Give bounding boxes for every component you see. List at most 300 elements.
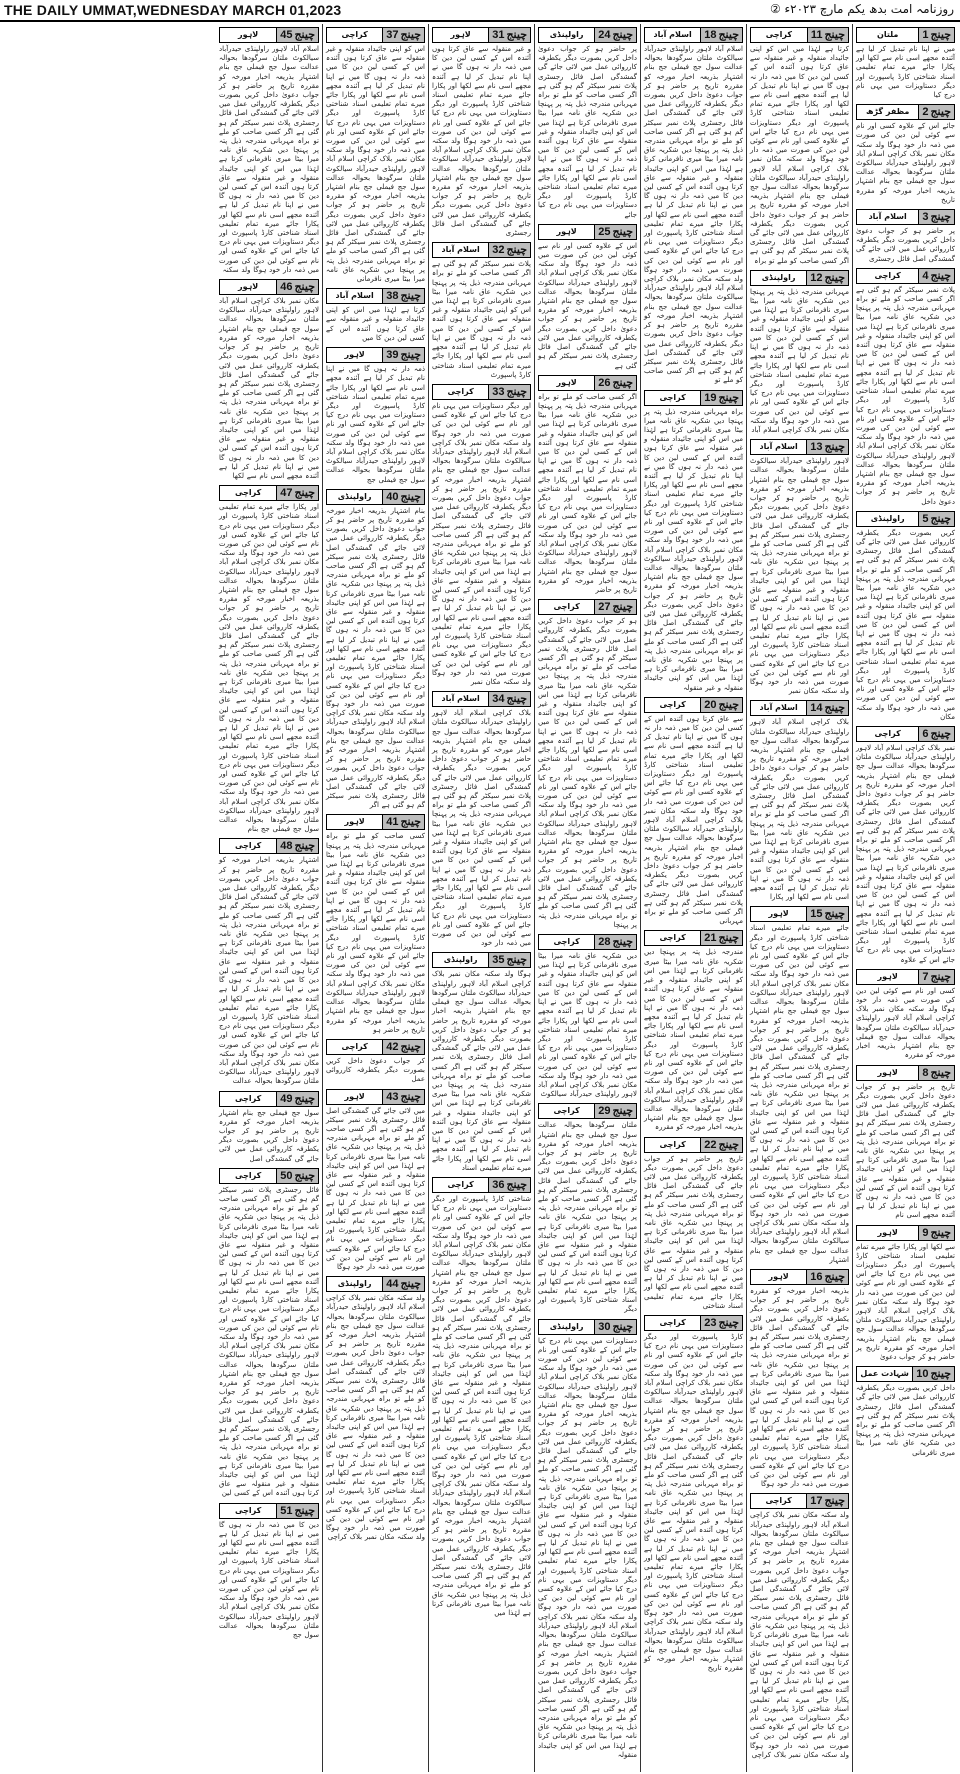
notice-header (644, 930, 743, 946)
notice-body: پر حاضر ہو کر جواب دعویٰ داخل کریں بصورت دیگر یکطرفہ کارروائی عمل میں لائی جائے گی گمشدگی اصل فائل رجسٹری پلاٹ نمبر سیکٹر گم ہو گئی ہے اگر کسی صاحب کو ملے تو براہ مہربانی مندرجہ ذیل پتہ پر پہنچا دیں شکریہ عاق نامہ میرا بیٹا میری نافرمانی کرتا ہے لہٰذا میں اس کو اپنی جائیداد منقولہ و غیر منقولہ سے عاق کرتا ہوں آئندہ اس کے کسی لین دین کا میں ذمہ دار نہ ہوں گا میں نے اپنا نام تبدیل کر لیا ہے آئندہ مجھے اسی نام سے لکھا اور پکارا جائے میرے تمام تعلیمی اسناد شناختی کارڈ پاسپورٹ اور دیگر دستاویزات میں یہی نام درج کیا جائے (538, 45, 637, 219)
notice-label: چینج (718, 29, 739, 41)
notice-number: 10 (916, 1368, 929, 1381)
notice-number: 11 (810, 29, 823, 41)
notice-place: راولپنڈی (870, 513, 905, 523)
notice-header (219, 279, 319, 295)
notice-item (644, 697, 743, 927)
notice-body: ہوگا ولد سکنہ مکان نمبر بلاک کراچی اسلام آباد لاہور راولپنڈی حیدرآباد سیالکوٹ ملتان سرگودھا بحوالہ عدالت سول جج فیملی جج بنام اشتہار بذریعہ اخبار مورخہ کو مقررہ تاریخ پر حاضر ہو کر جواب دعویٰ داخل کریں بصورت دیگر یکطرفہ کارروائی عمل میں لائی جائے گی گمشدگی اصل فائل رجسٹری پلاٹ نمبر سیکٹر گم ہو گئی ہے اگر کسی صاحب کو ملے تو براہ مہربانی مندرجہ ذیل پتہ پر پہنچا دیں شکریہ عاق نامہ میرا بیٹا میری نافرمانی کرتا ہے لہٰذا میں اس کو اپنی جائیداد منقولہ و غیر منقولہ سے عاق کرتا ہوں آئندہ اس کے کسی لین دین کا میں ذمہ دار نہ ہوں گا میں نے اپنا نام تبدیل کر لیا ہے آئندہ مجھے اسی نام سے لکھا اور پکارا جائے میرے تمام تعلیمی اسناد (432, 970, 531, 1172)
notice-body: سے عاق کرتا ہوں آئندہ اس کے کسی لین دین کا میں ذمہ دار نہ ہوں گا میں نے اپنا نام تبدیل کر لیا ہے آئندہ مجھے اسی نام سے لکھا اور پکارا جائے میرے تمام تعلیمی اسناد شناختی کارڈ پاسپورٹ اور دیگر دستاویزات میں یہی نام درج کیا جائے اس کے علاوہ کسی اور نام سے کوئی لین دین کی صورت میں ذمہ دار خود ہوگا ولد سکنہ مکان نمبر بلاک کراچی اسلام آباد لاہور راولپنڈی حیدرآباد سیالکوٹ ملتان سرگودھا بحوالہ عدالت سول جج فیملی جج بنام اشتہار بذریعہ اخبار مورخہ کو مقررہ تاریخ پر حاضر ہو کر جواب دعویٰ داخل کریں بصورت دیگر یکطرفہ کارروائی عمل میں لائی جائے گی گمشدگی اصل فائل رجسٹری پلاٹ نمبر سیکٹر گم ہو گئی ہے اگر کسی صاحب کو ملے تو براہ مہربانی (644, 714, 743, 926)
notice-header (750, 439, 849, 455)
notice-number: 6 (922, 728, 929, 740)
notice-number: 20 (704, 698, 717, 711)
notice-number-tag (918, 210, 954, 224)
notice-place: کراچی (234, 1505, 262, 1515)
notice-body: کارڈ پاسپورٹ اور دیگر دستاویزات میں یہی نام درج کیا جائے اس کے علاوہ کسی اور نام سے کوئی لین دین کی صورت میں ذمہ دار خود ہوگا ولد سکنہ مکان نمبر بلاک کراچی اسلام آباد لاہور راولپنڈی حیدرآباد سیالکوٹ ملتان سرگودھا بحوالہ عدالت سول جج فیملی جج بنام اشتہار بذریعہ اخبار مورخہ کو مقررہ تاریخ پر حاضر ہو کر جواب دعویٰ داخل کریں بصورت دیگر یکطرفہ کارروائی عمل میں لائی جائے گی گمشدگی اصل فائل رجسٹری پلاٹ نمبر سیکٹر گم ہو گئی ہے اگر کسی صاحب کو ملے تو براہ مہربانی مندرجہ ذیل پتہ پر پہنچا دیں شکریہ عاق نامہ میرا بیٹا میری نافرمانی کرتا ہے لہٰذا میں اس کو اپنی جائیداد منقولہ و غیر منقولہ سے عاق کرتا ہوں آئندہ اس کے کسی لین دین کا میں ذمہ دار نہ ہوں گا میں نے اپنا نام تبدیل کر لیا ہے آئندہ مجھے اسی نام سے لکھا اور پکارا جائے میرے تمام تعلیمی اسناد شناختی کارڈ پاسپورٹ اور دیگر دستاویزات میں یہی نام درج کیا جائے اس کے علاوہ کسی اور نام سے کوئی لین دین کی صورت میں ذمہ دار خود ہوگا ولد سکنہ مکان نمبر بلاک کراچی اسلام آباد لاہور راولپنڈی حیدرآباد سیالکوٹ ملتان سرگودھا بحوالہ عدالت سول جج فیملی جج بنام اشتہار بذریعہ اخبار مورخہ کو مقررہ تاریخ (644, 1333, 743, 1673)
notice-place: لاہور (237, 282, 259, 292)
notice-number-tag (276, 280, 318, 294)
notice-place: راولپنڈی (443, 955, 478, 965)
notice-number: 40 (386, 490, 399, 503)
notice-place: لاہور (877, 971, 898, 981)
notice-number-tag (488, 692, 530, 706)
notice-body: ولد سکنہ مکان نمبر بلاک کراچی اسلام آباد لاہور راولپنڈی حیدرآباد سیالکوٹ ملتان سرگودھا بحوالہ عدالت سول جج فیملی جج بنام اشتہار بذریعہ اخبار مورخہ کو مقررہ تاریخ پر حاضر ہو کر جواب دعویٰ داخل کریں بصورت دیگر یکطرفہ کارروائی عمل میں لائی جائے گی گمشدگی اصل فائل رجسٹری پلاٹ نمبر سیکٹر گم ہو گئی ہے اگر کسی صاحب کو ملے تو براہ مہربانی مندرجہ ذیل پتہ پر پہنچا دیں شکریہ عاق نامہ میرا بیٹا میری نافرمانی کرتا ہے لہٰذا میں اس کو اپنی جائیداد منقولہ و غیر منقولہ سے عاق کرتا ہوں آئندہ اس کے کسی لین دین کا میں ذمہ دار نہ ہوں گا میں نے اپنا نام تبدیل کر لیا ہے آئندہ مجھے اسی نام سے لکھا اور پکارا جائے میرے تمام تعلیمی اسناد شناختی کارڈ پاسپورٹ اور دیگر دستاویزات میں یہی نام درج کیا جائے اس کے علاوہ کسی اور نام سے کوئی لین دین کی صورت میں ذمہ دار خود ہوگا ولد سکنہ مکان نمبر بلاک کراچی (326, 1294, 425, 1542)
notice-number-tag (700, 698, 742, 712)
notice-number: 1 (922, 29, 929, 41)
notice-label: چینج (294, 840, 315, 853)
notice-label: چینج (612, 936, 633, 949)
notice-number: 31 (492, 29, 505, 41)
notice-header (219, 838, 319, 854)
notice-number-tag (594, 1320, 636, 1334)
notice-label: چینج (824, 271, 845, 284)
notice-label: چینج (294, 1504, 315, 1517)
notice-number: 22 (704, 1138, 717, 1151)
notice-place: راولپنڈی (761, 272, 796, 282)
notice-label: چینج (824, 29, 845, 41)
notice-header (644, 1315, 743, 1331)
notice-header (432, 27, 531, 43)
notice-body: اس کے علاوہ کسی اور نام سے کوئی لین دین کی صورت میں ذمہ دار خود ہوگا ولد سکنہ مکان نمبر بلاک کراچی اسلام آباد لاہور راولپنڈی حیدرآباد سیالکوٹ ملتان سرگودھا بحوالہ عدالت سول جج فیملی جج بنام اشتہار بذریعہ اخبار مورخہ کو مقررہ تاریخ پر حاضر ہو کر جواب دعویٰ داخل کریں بصورت دیگر یکطرفہ کارروائی عمل میں لائی جائے گی گمشدگی اصل فائل رجسٹری پلاٹ نمبر سیکٹر گم ہو گئی ہے (538, 241, 637, 370)
notice-number: 36 (492, 1178, 505, 1191)
notice-body: دین کا میں ذمہ دار نہ ہوں گا میں نے اپنا نام تبدیل کر لیا ہے آئندہ مجھے اسی نام سے لکھا اور پکارا جائے میرے تمام تعلیمی اسناد شناختی کارڈ پاسپورٹ اور دیگر دستاویزات میں یہی نام درج کیا جائے اس کے علاوہ کسی اور نام سے کوئی لین دین کی صورت میں ذمہ دار خود ہوگا ولد سکنہ مکان نمبر بلاک کراچی اسلام آباد لاہور راولپنڈی حیدرآباد سیالکوٹ ملتان سرگودھا بحوالہ عدالت سول جج (219, 1520, 319, 1640)
notice-place: کراچی (341, 1041, 368, 1051)
notice-place: لاہور (877, 1227, 898, 1237)
notice-place: لاہور (344, 817, 365, 827)
notice-number: 25 (598, 225, 611, 238)
notice-number-tag (807, 28, 848, 42)
notice-number-tag (806, 271, 848, 285)
notice-place: لاہور (768, 1271, 789, 1281)
column-4 (534, 24, 640, 1772)
notice-label: چینج (824, 441, 845, 454)
notice-label: چینج (718, 391, 739, 404)
notice-item (644, 1137, 743, 1311)
notice-body: بذریعہ اخبار مورخہ کو مقررہ تاریخ پر حاضر ہو کر جواب دعویٰ داخل کریں بصورت دیگر یکطرفہ کارروائی عمل میں لائی جائے گی گمشدگی اصل فائل رجسٹری پلاٹ نمبر سیکٹر گم ہو گئی ہے اگر کسی صاحب کو ملے تو براہ مہربانی مندرجہ ذیل پتہ پر پہنچا دیں شکریہ عاق نامہ میرا بیٹا میری نافرمانی کرتا ہے لہٰذا میں اس کو اپنی جائیداد منقولہ و غیر منقولہ سے عاق کرتا ہوں آئندہ اس کے کسی لین دین کا میں ذمہ دار نہ ہوں گا میں نے اپنا نام تبدیل کر لیا ہے آئندہ مجھے اسی نام سے لکھا اور پکارا جائے میرے تمام تعلیمی اسناد شناختی کارڈ پاسپورٹ اور دیگر دستاویزات میں یہی نام درج کیا جائے اس کے علاوہ کسی اور نام سے کوئی لین دین کی صورت میں ذمہ دار خود ہوگا (750, 1286, 849, 1489)
masthead (0, 0, 960, 22)
notice-number: 9 (922, 1226, 929, 1239)
notice-header (750, 906, 849, 922)
notice-header (750, 700, 849, 716)
notice-label: چینج (294, 1092, 315, 1105)
notice-number: 19 (704, 391, 717, 404)
notice-item (644, 1315, 743, 1674)
notice-header (326, 814, 425, 830)
notice-item (856, 511, 955, 722)
notice-item (326, 288, 425, 343)
notice-item (538, 27, 637, 220)
notice-body: مکان نمبر بلاک کراچی اسلام آباد لاہور راولپنڈی حیدرآباد سیالکوٹ ملتان سرگودھا بحوالہ عدالت سول جج فیملی جج بنام اشتہار بذریعہ اخبار مورخہ کو مقررہ تاریخ پر حاضر ہو کر جواب دعویٰ داخل کریں بصورت دیگر یکطرفہ کارروائی عمل میں لائی جائے گی گمشدگی اصل فائل رجسٹری پلاٹ نمبر سیکٹر گم ہو گئی ہے اگر کسی صاحب کو ملے تو براہ مہربانی مندرجہ ذیل پتہ پر پہنچا دیں شکریہ عاق نامہ میرا بیٹا میری نافرمانی کرتا ہے لہٰذا میں اس کو اپنی جائیداد منقولہ و غیر منقولہ سے عاق کرتا ہوں آئندہ اس کے کسی لین دین کا میں ذمہ دار نہ ہوں گا میں نے اپنا نام تبدیل کر لیا ہے آئندہ مجھے اسی نام سے لکھا (219, 297, 319, 480)
notice-header (856, 969, 955, 985)
notice-body: بنام اشتہار بذریعہ اخبار مورخہ کو مقررہ تاریخ پر حاضر ہو کر جواب دعویٰ داخل کریں بصورت دیگر یکطرفہ کارروائی عمل میں لائی جائے گی گمشدگی اصل فائل رجسٹری پلاٹ نمبر سیکٹر گم ہو گئی ہے اگر کسی صاحب کو ملے تو براہ مہربانی مندرجہ ذیل پتہ پر پہنچا دیں شکریہ عاق نامہ میرا بیٹا میری نافرمانی کرتا ہے لہٰذا میں اس کو اپنی جائیداد منقولہ و غیر منقولہ سے عاق کرتا ہوں آئندہ اس کے کسی لین دین کا میں ذمہ دار نہ ہوں گا میں نے اپنا نام تبدیل کر لیا ہے آئندہ مجھے اسی نام سے لکھا اور پکارا جائے میرے تمام تعلیمی اسناد شناختی کارڈ پاسپورٹ اور دیگر دستاویزات میں یہی نام درج کیا جائے اس کے علاوہ کسی اور نام سے کوئی لین دین کی صورت میں ذمہ دار خود ہوگا ولد سکنہ مکان نمبر بلاک کراچی اسلام آباد لاہور راولپنڈی حیدرآباد سیالکوٹ ملتان سرگودھا بحوالہ عدالت سول جج فیملی جج بنام اشتہار بذریعہ اخبار مورخہ کو مقررہ تاریخ پر حاضر ہو کر جواب دعویٰ داخل کریں بصورت دیگر یکطرفہ کارروائی عمل میں لائی جائے گی گمشدگی اصل فائل رجسٹری پلاٹ نمبر سیکٹر گم ہو گئی ہے اگر (326, 506, 425, 810)
notice-body: تاریخ پر حاضر ہو کر جواب دعویٰ داخل کریں بصورت دیگر یکطرفہ کارروائی عمل میں لائی جائے گی گمشدگی اصل فائل رجسٹری پلاٹ نمبر سیکٹر گم ہو گئی ہے اگر کسی صاحب کو ملے تو براہ مہربانی مندرجہ ذیل پتہ پر پہنچا دیں شکریہ عاق نامہ میرا بیٹا میری نافرمانی کرتا ہے لہٰذا میں اس کو اپنی جائیداد منقولہ و غیر منقولہ سے عاق کرتا ہوں آئندہ اس کے کسی لین دین کا میں ذمہ دار نہ ہوں گا میں نے اپنا نام تبدیل کر لیا ہے آئندہ مجھے اسی نام (856, 1082, 955, 1220)
notice-body: نمبر بلاک کراچی اسلام آباد لاہور راولپنڈی حیدرآباد سیالکوٹ ملتان سرگودھا بحوالہ عدالت سول جج فیملی جج بنام اشتہار بذریعہ اخبار مورخہ کو مقررہ تاریخ پر حاضر ہو کر جواب دعویٰ داخل کریں بصورت دیگر یکطرفہ کارروائی عمل میں لائی جائے گی گمشدگی اصل فائل رجسٹری پلاٹ نمبر سیکٹر گم ہو گئی ہے اگر کسی صاحب کو ملے تو براہ مہربانی مندرجہ ذیل پتہ پر پہنچا دیں شکریہ عاق نامہ میرا بیٹا میری نافرمانی کرتا ہے لہٰذا میں اس کو اپنی جائیداد منقولہ و غیر منقولہ سے عاق کرتا ہوں آئندہ اس کے کسی لین دین کا میں ذمہ دار نہ ہوں گا میں نے اپنا نام تبدیل کر لیا ہے آئندہ مجھے اسی نام سے لکھا اور پکارا جائے میرے تمام تعلیمی اسناد شناختی کارڈ پاسپورٹ اور دیگر دستاویزات میں یہی نام درج کیا جائے اس کے علاوہ (856, 744, 955, 964)
notice-place: کراچی (659, 1318, 686, 1327)
notice-label: چینج (506, 954, 527, 967)
notice-body: بلاک کراچی اسلام آباد لاہور راولپنڈی حیدرآباد سیالکوٹ ملتان سرگودھا بحوالہ عدالت سول جج فیملی جج بنام اشتہار بذریعہ اخبار مورخہ کو مقررہ تاریخ پر حاضر ہو کر جواب دعویٰ داخل کریں بصورت دیگر یکطرفہ کارروائی عمل میں لائی جائے گی گمشدگی اصل فائل رجسٹری پلاٹ نمبر سیکٹر گم ہو گئی ہے اگر کسی صاحب کو ملے تو براہ مہربانی مندرجہ ذیل پتہ پر پہنچا دیں شکریہ عاق نامہ میرا بیٹا میری نافرمانی کرتا ہے لہٰذا میں اس کو اپنی جائیداد منقولہ و غیر منقولہ سے عاق کرتا ہوں آئندہ اس کے کسی لین دین کا میں ذمہ دار نہ ہوں گا میں نے اپنا نام تبدیل کر لیا ہے آئندہ مجھے اسی نام سے لکھا اور پکارا جائے میرے تمام تعلیمی اسناد شناختی کارڈ پاسپورٹ اور دیگر دستاویزات میں یہی نام درج کیا جائے اس کے علاوہ کسی اور نام سے کوئی لین دین کی صورت میں ذمہ دار خود (432, 709, 531, 948)
notice-body: اور پکارا جائے میرے تمام تعلیمی اسناد شناختی کارڈ پاسپورٹ اور دیگر دستاویزات میں یہی نام درج کیا جائے اس کے علاوہ کسی اور نام سے کوئی لین دین کی صورت میں ذمہ دار خود ہوگا ولد سکنہ مکان نمبر بلاک کراچی اسلام آباد لاہور راولپنڈی حیدرآباد سیالکوٹ ملتان سرگودھا بحوالہ عدالت سول جج فیملی جج بنام اشتہار بذریعہ اخبار مورخہ کو مقررہ تاریخ پر حاضر ہو کر جواب دعویٰ داخل کریں بصورت دیگر یکطرفہ کارروائی عمل میں لائی جائے گی گمشدگی اصل فائل رجسٹری پلاٹ نمبر سیکٹر گم ہو گئی ہے اگر کسی صاحب کو ملے تو براہ مہربانی مندرجہ ذیل پتہ پر پہنچا دیں شکریہ عاق نامہ میرا بیٹا میری نافرمانی کرتا ہے لہٰذا میں اس کو اپنی جائیداد منقولہ و غیر منقولہ سے عاق کرتا ہوں آئندہ اس کے کسی لین دین کا میں ذمہ دار نہ ہوں گا میں نے اپنا نام تبدیل کر لیا ہے آئندہ مجھے اسی نام سے لکھا اور پکارا جائے میرے تمام تعلیمی اسناد شناختی کارڈ پاسپورٹ اور دیگر دستاویزات میں یہی نام درج کیا جائے اس کے علاوہ کسی اور نام سے کوئی لین دین کی صورت میں ذمہ دار خود ہوگا ولد سکنہ مکان نمبر بلاک کراچی اسلام آباد لاہور راولپنڈی حیدرآباد سیالکوٹ ملتان سرگودھا بحوالہ عدالت سول جج فیملی جج بنام (219, 503, 319, 834)
notice-number: 47 (280, 487, 293, 500)
notice-number-tag (382, 1040, 424, 1054)
notice-body: کرتا ہے لہٰذا میں اس کو اپنی جائیداد منقولہ و غیر منقولہ سے عاق کرتا ہوں آئندہ اس کے کسی لین دین کا میں (326, 306, 425, 342)
notice-number-tag (918, 727, 954, 741)
notice-item (326, 489, 425, 811)
notice-number-tag (594, 935, 636, 949)
notice-number-tag (806, 1494, 848, 1508)
notice-place: کراچی (447, 386, 474, 396)
notice-header (538, 1319, 637, 1335)
notice-place: لاہور (450, 30, 471, 39)
notice-body: شناختی کارڈ پاسپورٹ اور دیگر دستاویزات میں یہی نام درج کیا جائے اس کے علاوہ کسی اور نام سے کوئی لین دین کی صورت میں ذمہ دار خود ہوگا ولد سکنہ مکان نمبر بلاک کراچی اسلام آباد لاہور راولپنڈی حیدرآباد سیالکوٹ ملتان سرگودھا بحوالہ عدالت سول جج فیملی جج بنام اشتہار بذریعہ اخبار مورخہ کو مقررہ تاریخ پر حاضر ہو کر جواب دعویٰ داخل کریں بصورت دیگر یکطرفہ کارروائی عمل میں لائی جائے گی گمشدگی اصل فائل رجسٹری پلاٹ نمبر سیکٹر گم ہو گئی ہے اگر کسی صاحب کو ملے تو براہ مہربانی مندرجہ ذیل پتہ پر پہنچا دیں شکریہ عاق نامہ میرا بیٹا میری نافرمانی کرتا ہے لہٰذا میں اس کو اپنی جائیداد منقولہ و غیر منقولہ سے عاق کرتا ہوں آئندہ اس کے کسی لین دین کا میں ذمہ دار نہ ہوں گا میں نے اپنا نام تبدیل کر لیا ہے آئندہ مجھے اسی نام سے لکھا اور پکارا جائے میرے تمام تعلیمی اسناد شناختی کارڈ پاسپورٹ اور دیگر دستاویزات میں یہی نام درج کیا جائے اس کے علاوہ کسی اور نام سے کوئی لین دین کی صورت میں ذمہ دار خود ہوگا ولد سکنہ مکان نمبر بلاک کراچی اسلام آباد لاہور راولپنڈی حیدرآباد سیالکوٹ ملتان سرگودھا بحوالہ عدالت سول جج فیملی جج بنام اشتہار بذریعہ اخبار مورخہ کو مقررہ تاریخ پر حاضر ہو کر جواب دعویٰ داخل کریں بصورت دیگر یکطرفہ کارروائی عمل میں لائی جائے گی گمشدگی اصل فائل رجسٹری پلاٹ نمبر سیکٹر گم ہو گئی ہے اگر کسی صاحب کو ملے تو براہ مہربانی مندرجہ ذیل پتہ پر پہنچا دیں شکریہ عاق نامہ میرا بیٹا میری نافرمانی کرتا ہے لہٰذا میں (432, 1194, 531, 1618)
notice-number: 24 (598, 29, 611, 41)
notice-number: 37 (386, 29, 399, 41)
notice-place: کراچی (659, 933, 686, 943)
notice-label: چینج (930, 211, 951, 224)
notice-place: کراچی (234, 1093, 262, 1103)
notice-number: 4 (922, 269, 929, 282)
notice-item (644, 27, 743, 386)
notice-place: کراچی (234, 841, 262, 851)
notice-item (432, 691, 531, 948)
notice-label: چینج (824, 908, 845, 921)
notice-number-tag (276, 1169, 318, 1183)
notice-item (856, 726, 955, 965)
notice-number: 15 (810, 908, 823, 921)
notice-body: لاہور راولپنڈی حیدرآباد سیالکوٹ ملتان سرگودھا بحوالہ عدالت سول جج فیملی جج بنام اشتہار بذریعہ اخبار مورخہ کو مقررہ تاریخ پر حاضر ہو کر جواب دعویٰ داخل کریں بصورت دیگر یکطرفہ کارروائی عمل میں لائی جائے گی گمشدگی اصل فائل رجسٹری پلاٹ نمبر سیکٹر گم ہو گئی ہے اگر کسی صاحب کو ملے تو براہ مہربانی مندرجہ ذیل پتہ پر پہنچا دیں شکریہ عاق نامہ میرا بیٹا میری نافرمانی کرتا ہے لہٰذا میں اس کو اپنی جائیداد منقولہ و غیر منقولہ سے عاق کرتا ہوں آئندہ اس کے کسی لین دین کا میں ذمہ دار نہ ہوں گا میں نے اپنا نام تبدیل کر لیا ہے آئندہ مجھے اسی نام سے لکھا اور پکارا جائے میرے تمام تعلیمی اسناد شناختی کارڈ پاسپورٹ اور دیگر دستاویزات میں یہی نام درج کیا جائے اس کے علاوہ کسی اور نام سے کوئی لین دین کی صورت میں ذمہ دار خود ہوگا ولد سکنہ مکان نمبر (750, 457, 849, 696)
notice-body: اور دیگر دستاویزات میں یہی نام درج کیا جائے اس کے علاوہ کسی اور نام سے کوئی لین دین کی صورت میں ذمہ دار خود ہوگا ولد سکنہ مکان نمبر بلاک کراچی اسلام آباد لاہور راولپنڈی حیدرآباد سیالکوٹ ملتان سرگودھا بحوالہ عدالت سول جج فیملی جج بنام اشتہار بذریعہ اخبار مورخہ کو مقررہ تاریخ پر حاضر ہو کر جواب دعویٰ داخل کریں بصورت دیگر یکطرفہ کارروائی عمل میں لائی جائے گی گمشدگی اصل فائل رجسٹری پلاٹ نمبر سیکٹر گم ہو گئی ہے اگر کسی صاحب کو ملے تو براہ مہربانی مندرجہ ذیل پتہ پر پہنچا دیں شکریہ عاق نامہ میرا بیٹا میری نافرمانی کرتا ہے لہٰذا میں اس کو اپنی جائیداد منقولہ و غیر منقولہ سے عاق کرتا ہوں آئندہ اس کے کسی لین دین کا میں ذمہ دار نہ ہوں گا میں نے اپنا نام تبدیل کر لیا ہے آئندہ مجھے اسی نام سے لکھا اور پکارا جائے میرے تمام تعلیمی اسناد شناختی کارڈ پاسپورٹ اور دیگر دستاویزات میں یہی نام درج کیا جائے اس کے علاوہ کسی اور نام سے کوئی لین دین کی صورت میں ذمہ دار خود ہوگا ولد سکنہ مکان نمبر (432, 401, 531, 686)
notice-number-tag (488, 953, 530, 967)
notice-header (219, 27, 319, 43)
notice-number-tag (382, 815, 424, 829)
notice-place: لاہور (768, 909, 789, 919)
notice-number-tag (276, 1504, 318, 1518)
notice-label: چینج (612, 376, 633, 389)
notice-number: 34 (492, 693, 505, 706)
notice-label: چینج (718, 932, 739, 945)
notice-body: کسی اور نام سے کوئی لین دین کی صورت میں ذمہ دار خود ہوگا ولد سکنہ مکان نمبر بلاک کراچی اسلام آباد لاہور راولپنڈی حیدرآباد سیالکوٹ ملتان سرگودھا بحوالہ عدالت سول جج فیملی جج بنام اشتہار بذریعہ اخبار مورخہ کو مقررہ (856, 986, 955, 1060)
notice-header (856, 1366, 955, 1382)
notice-header (326, 288, 425, 304)
notice-header (538, 1103, 637, 1119)
notice-place: کراچی (659, 699, 686, 709)
notice-number-tag (488, 243, 530, 257)
notice-number-tag (700, 1138, 742, 1152)
notice-body: ملتان سرگودھا بحوالہ عدالت سول جج فیملی جج بنام اشتہار بذریعہ اخبار مورخہ کو مقررہ تاریخ پر حاضر ہو کر جواب دعویٰ داخل کریں بصورت دیگر یکطرفہ کارروائی عمل میں لائی جائے گی گمشدگی اصل فائل رجسٹری پلاٹ نمبر سیکٹر گم ہو گئی ہے اگر کسی صاحب کو ملے تو براہ مہربانی مندرجہ ذیل پتہ پر پہنچا دیں شکریہ عاق نامہ میرا بیٹا میری نافرمانی کرتا ہے لہٰذا میں اس کو اپنی جائیداد منقولہ و غیر منقولہ سے عاق کرتا ہوں آئندہ اس کے کسی لین دین کا میں ذمہ دار نہ ہوں گا میں نے اپنا نام تبدیل کر لیا ہے آئندہ مجھے اسی نام سے لکھا اور پکارا جائے میرے تمام تعلیمی اسناد شناختی کارڈ پاسپورٹ اور دیگر (538, 1121, 637, 1314)
notice-header (644, 390, 743, 406)
notice-number-tag (912, 1367, 954, 1381)
notice-item (432, 1177, 531, 1618)
notice-header (856, 726, 955, 742)
column-5 (428, 24, 534, 1772)
notice-item (538, 934, 637, 1099)
notice-item (856, 104, 955, 205)
notice-number-tag (276, 28, 318, 42)
notice-item (326, 1089, 425, 1273)
notice-number: 2 (922, 106, 929, 119)
column-2 (746, 24, 852, 1772)
notice-place: کراچی (659, 1139, 686, 1149)
notice-label: چینج (400, 1090, 421, 1103)
notice-place: راولپنڈی (549, 1321, 584, 1331)
notice-body: دستاویزات میں یہی نام درج کیا جائے اس کے علاوہ کسی اور نام سے کوئی لین دین کی صورت میں ذمہ دار خود ہوگا ولد سکنہ مکان نمبر بلاک کراچی اسلام آباد لاہور راولپنڈی حیدرآباد سیالکوٹ ملتان سرگودھا بحوالہ عدالت سول جج فیملی جج بنام اشتہار بذریعہ اخبار مورخہ کو مقررہ تاریخ پر حاضر ہو کر جواب دعویٰ داخل کریں بصورت دیگر یکطرفہ کارروائی عمل میں لائی جائے گی گمشدگی اصل فائل رجسٹری پلاٹ نمبر سیکٹر گم ہو گئی ہے اگر کسی صاحب کو ملے تو براہ مہربانی مندرجہ ذیل پتہ پر پہنچا دیں شکریہ عاق نامہ میرا بیٹا میری نافرمانی کرتا ہے لہٰذا میں اس کو اپنی جائیداد منقولہ و غیر منقولہ سے عاق کرتا ہوں آئندہ اس کے کسی لین دین کا میں ذمہ دار نہ ہوں گا میں نے اپنا نام تبدیل کر لیا ہے آئندہ مجھے اسی نام سے لکھا اور پکارا جائے میرے تمام تعلیمی اسناد شناختی کارڈ پاسپورٹ اور دیگر دستاویزات میں یہی نام درج کیا جائے اس کے علاوہ کسی اور نام سے کوئی لین دین کی صورت میں ذمہ دار خود ہوگا ولد سکنہ مکان نمبر بلاک کراچی اسلام آباد لاہور راولپنڈی حیدرآباد سیالکوٹ ملتان سرگودھا بحوالہ عدالت سول جج فیملی جج بنام اشتہار بذریعہ اخبار مورخہ کو مقررہ تاریخ پر حاضر ہو کر جواب دعویٰ داخل کریں بصورت دیگر یکطرفہ کارروائی عمل میں لائی جائے گی گمشدگی اصل فائل رجسٹری پلاٹ نمبر سیکٹر گم ہو گئی ہے اگر کسی صاحب کو ملے تو براہ مہربانی مندرجہ ذیل پتہ پر پہنچا دیں شکریہ عاق نامہ میرا بیٹا میری نافرمانی کرتا ہے لہٰذا میں اس کو اپنی جائیداد منقولہ (538, 1336, 637, 1759)
notice-number: 32 (492, 244, 505, 257)
notice-header (432, 691, 531, 707)
notice-label: چینج (612, 225, 633, 238)
notice-header (856, 27, 955, 43)
notice-header (644, 27, 743, 43)
notice-body: مہربانی مندرجہ ذیل پتہ پر پہنچا دیں شکریہ عاق نامہ میرا بیٹا میری نافرمانی کرتا ہے لہٰذا میں اس کو اپنی جائیداد منقولہ و غیر منقولہ سے عاق کرتا ہوں آئندہ اس کے کسی لین دین کا میں ذمہ دار نہ ہوں گا میں نے اپنا نام تبدیل کر لیا ہے آئندہ مجھے اسی نام سے لکھا اور پکارا جائے میرے تمام تعلیمی اسناد شناختی کارڈ پاسپورٹ اور دیگر دستاویزات میں یہی نام درج کیا جائے اس کے علاوہ کسی اور نام سے کوئی لین دین کی صورت میں ذمہ دار خود ہوگا ولد سکنہ مکان نمبر بلاک کراچی اسلام آباد (750, 287, 849, 434)
notice-body: داخل کریں بصورت دیگر یکطرفہ کارروائی عمل میں لائی جائے گی گمشدگی اصل فائل رجسٹری پلاٹ نمبر سیکٹر گم ہو گئی ہے اگر کسی صاحب کو ملے تو براہ مہربانی مندرجہ ذیل پتہ پر پہنچا دیں شکریہ عاق نامہ میرا بیٹا میری نافرمانی (856, 1384, 955, 1457)
notice-number: 33 (492, 385, 505, 398)
notice-header (538, 934, 637, 950)
notice-label: چینج (294, 281, 315, 294)
notice-number: 30 (598, 1320, 611, 1333)
notice-header (219, 1503, 319, 1519)
column-1 (852, 24, 958, 1772)
notice-place: راولپنڈی (337, 491, 372, 501)
notice-place: شہادت عمل (860, 1369, 909, 1379)
notice-header (326, 489, 425, 505)
notice-label: چینج (612, 601, 633, 614)
notice-item (750, 906, 849, 1265)
notice-number: 49 (280, 1092, 293, 1105)
notice-item (326, 1039, 425, 1085)
notice-place: لاہور (344, 1091, 365, 1101)
notice-item (432, 27, 531, 238)
english-masthead-title: THE DAILY UMMAT,WEDNESDAY MARCH 01,2023 (4, 2, 342, 18)
notice-item (219, 485, 319, 834)
notice-header (432, 384, 531, 400)
urdu-masthead-title: روزنامہ امت بدھ یکم مارچ ۲۰۲۳ء ② (769, 2, 954, 16)
notice-body: پلاٹ نمبر سیکٹر گم ہو گئی ہے اگر کسی صاحب کو ملے تو براہ مہربانی مندرجہ ذیل پتہ پر پہنچا دیں شکریہ عاق نامہ میرا بیٹا میری نافرمانی کرتا ہے لہٰذا میں اس کو اپنی جائیداد منقولہ و غیر منقولہ سے عاق کرتا ہوں آئندہ اس کے کسی لین دین کا میں ذمہ دار نہ ہوں گا میں نے اپنا نام تبدیل کر لیا ہے آئندہ مجھے اسی نام سے لکھا اور پکارا جائے میرے تمام تعلیمی اسناد شناختی کارڈ پاسپورٹ اور دیگر دستاویزات میں یہی نام درج کیا جائے اس کے علاوہ کسی اور نام سے کوئی لین دین کی صورت میں ذمہ دار خود ہوگا ولد سکنہ مکان نمبر بلاک کراچی اسلام آباد لاہور راولپنڈی حیدرآباد سیالکوٹ ملتان سرگودھا بحوالہ عدالت سول جج فیملی جج بنام اشتہار بذریعہ اخبار مورخہ کو مقررہ تاریخ پر حاضر ہو کر جواب دعویٰ داخل (856, 285, 955, 506)
notice-header (750, 27, 849, 43)
notice-place: اسلام آباد (868, 212, 907, 222)
notice-label: چینج (400, 349, 421, 362)
notice-header (856, 1225, 955, 1241)
notice-place: کراچی (341, 30, 368, 39)
notice-number-tag (594, 1104, 636, 1118)
notice-header (538, 224, 637, 240)
notice-header (644, 1137, 743, 1153)
notice-number-tag (918, 512, 954, 526)
notice-body: میں نے اپنا نام تبدیل کر لیا ہے آئندہ مجھے اسی نام سے لکھا اور پکارا جائے میرے تمام تعلیمی اسناد شناختی کارڈ پاسپورٹ اور دیگر دستاویزات میں یہی نام درج کیا (856, 45, 955, 100)
notice-place: کراچی (874, 270, 901, 280)
notice-body: کرتا ہے لہٰذا میں اس کو اپنی جائیداد منقولہ و غیر منقولہ سے عاق کرتا ہوں آئندہ اس کے کسی لین دین کا میں ذمہ دار نہ ہوں گا میں نے اپنا نام تبدیل کر لیا ہے آئندہ مجھے اسی نام سے لکھا اور پکارا جائے میرے تمام تعلیمی اسناد شناختی کارڈ پاسپورٹ اور دیگر دستاویزات میں یہی نام درج کیا جائے اس کے علاوہ کسی اور نام سے کوئی لین دین کی صورت میں ذمہ دار خود ہوگا ولد سکنہ مکان نمبر بلاک کراچی اسلام آباد لاہور راولپنڈی حیدرآباد سیالکوٹ ملتان سرگودھا بحوالہ عدالت سول جج فیملی جج بنام اشتہار بذریعہ اخبار مورخہ کو مقررہ تاریخ پر حاضر ہو کر جواب دعویٰ داخل کریں بصورت دیگر یکطرفہ کارروائی عمل میں لائی جائے گی گمشدگی اصل فائل رجسٹری پلاٹ نمبر سیکٹر گم ہو گئی ہے اگر کسی صاحب کو ملے تو براہ (750, 45, 849, 265)
notice-header (432, 1177, 531, 1193)
notice-item (750, 1493, 849, 1759)
notice-label: چینج (506, 29, 527, 41)
notice-label: چینج (930, 1226, 951, 1239)
column-7 (216, 24, 322, 1772)
notice-item (538, 1319, 637, 1760)
notice-item (538, 375, 637, 595)
notice-body: پلاٹ نمبر سیکٹر گم ہو گئی ہے اگر کسی صاحب کو ملے تو براہ مہربانی مندرجہ ذیل پتہ پر پہنچا دیں شکریہ عاق نامہ میرا بیٹا میری نافرمانی کرتا ہے لہٰذا میں اس کو اپنی جائیداد منقولہ و غیر منقولہ سے عاق کرتا ہوں آئندہ اس کے کسی لین دین کا میں ذمہ دار نہ ہوں گا میں نے اپنا نام تبدیل کر لیا ہے آئندہ مجھے اسی نام سے لکھا اور پکارا جائے میرے تمام تعلیمی اسناد شناختی کارڈ پاسپورٹ (432, 260, 531, 379)
notice-body: ولد سکنہ مکان نمبر بلاک کراچی اسلام آباد لاہور راولپنڈی حیدرآباد سیالکوٹ ملتان سرگودھا بحوالہ عدالت سول جج فیملی جج بنام اشتہار بذریعہ اخبار مورخہ کو مقررہ تاریخ پر حاضر ہو کر جواب دعویٰ داخل کریں بصورت دیگر یکطرفہ کارروائی عمل میں لائی جائے گی گمشدگی اصل فائل رجسٹری پلاٹ نمبر سیکٹر گم ہو گئی ہے اگر کسی صاحب کو ملے تو براہ مہربانی مندرجہ ذیل پتہ پر پہنچا دیں شکریہ عاق نامہ میرا بیٹا میری نافرمانی کرتا ہے لہٰذا میں اس کو اپنی جائیداد منقولہ و غیر منقولہ سے عاق کرتا ہوں آئندہ اس کے کسی لین دین کا میں ذمہ دار نہ ہوں گا میں نے اپنا نام تبدیل کر لیا ہے آئندہ مجھے اسی نام سے لکھا اور پکارا جائے میرے تمام تعلیمی اسناد شناختی کارڈ پاسپورٹ اور دیگر دستاویزات میں یہی نام درج کیا جائے اس کے علاوہ کسی اور نام سے کوئی لین دین کی صورت میں ذمہ دار خود ہوگا ولد سکنہ مکان نمبر بلاک کراچی (750, 1511, 849, 1759)
notice-label: چینج (612, 1320, 633, 1333)
notice-item (750, 27, 849, 266)
notice-item (432, 384, 531, 687)
notice-number-tag (806, 701, 848, 715)
notice-number: 42 (386, 1040, 399, 1053)
notice-item (432, 242, 531, 380)
notice-number-tag (700, 28, 742, 42)
notice-label: چینج (718, 698, 739, 711)
notice-label: چینج (930, 1066, 951, 1079)
notice-header (538, 599, 637, 615)
notice-number: 5 (922, 512, 929, 525)
notice-place: لاہور (877, 1067, 898, 1077)
notice-number-tag (806, 440, 848, 454)
notice-label: چینج (930, 728, 951, 740)
notice-item (326, 814, 425, 1034)
notice-item (856, 1065, 955, 1221)
notice-place: کراچی (874, 729, 901, 738)
notice-number-tag (918, 269, 954, 283)
notice-number-tag (918, 1226, 954, 1240)
notice-item (219, 838, 319, 1086)
notice-body: جائے اس کے علاوہ کسی اور نام سے کوئی لین دین کی صورت میں ذمہ دار خود ہوگا ولد سکنہ مکان نمبر بلاک کراچی اسلام آباد لاہور راولپنڈی حیدرآباد سیالکوٹ ملتان سرگودھا بحوالہ عدالت سول جج فیملی جج بنام اشتہار بذریعہ اخبار مورخہ کو مقررہ تاریخ (856, 122, 955, 204)
notice-label: چینج (294, 487, 315, 500)
notice-number: 45 (280, 29, 293, 41)
notice-number-tag (276, 1092, 318, 1106)
notice-body: بلاک کراچی اسلام آباد لاہور راولپنڈی حیدرآباد سیالکوٹ ملتان سرگودھا بحوالہ عدالت سول جج فیملی جج بنام اشتہار بذریعہ اخبار مورخہ کو مقررہ تاریخ پر حاضر ہو کر جواب دعویٰ داخل کریں بصورت دیگر یکطرفہ کارروائی عمل میں لائی جائے گی گمشدگی اصل فائل رجسٹری پلاٹ نمبر سیکٹر گم ہو گئی ہے اگر کسی صاحب کو ملے تو براہ مہربانی مندرجہ ذیل پتہ پر پہنچا دیں شکریہ عاق نامہ میرا بیٹا میری نافرمانی کرتا ہے لہٰذا میں اس کو اپنی جائیداد منقولہ و غیر منقولہ سے عاق کرتا ہوں آئندہ اس کے کسی لین دین کا میں ذمہ دار نہ ہوں گا میں نے اپنا نام تبدیل کر لیا ہے آئندہ مجھے اسی نام سے لکھا اور پکارا (750, 718, 849, 902)
notice-label: چینج (400, 816, 421, 829)
notice-body: اس کو اپنی جائیداد منقولہ و غیر منقولہ سے عاق کرتا ہوں آئندہ اس کے کسی لین دین کا میں ذمہ دار نہ ہوں گا میں نے اپنا نام تبدیل کر لیا ہے آئندہ مجھے اسی نام سے لکھا اور پکارا جائے میرے تمام تعلیمی اسناد شناختی کارڈ پاسپورٹ اور دیگر دستاویزات میں یہی نام درج کیا جائے اس کے علاوہ کسی اور نام سے کوئی لین دین کی صورت میں ذمہ دار خود ہوگا ولد سکنہ مکان نمبر بلاک کراچی اسلام آباد لاہور راولپنڈی حیدرآباد سیالکوٹ ملتان سرگودھا بحوالہ عدالت سول جج فیملی جج بنام اشتہار بذریعہ اخبار مورخہ کو مقررہ تاریخ پر حاضر ہو کر جواب دعویٰ داخل کریں بصورت دیگر یکطرفہ کارروائی عمل میں لائی جائے گی گمشدگی اصل فائل رجسٹری پلاٹ نمبر سیکٹر گم ہو گئی ہے اگر کسی صاحب کو ملے تو براہ مہربانی مندرجہ ذیل پتہ پر پہنچا دیں شکریہ عاق نامہ میرا بیٹا میری نافرمانی (326, 45, 425, 284)
notice-number: 18 (704, 29, 717, 41)
notice-item (856, 1225, 955, 1363)
notice-body: کر جواب دعویٰ داخل کریں بصورت دیگر یکطرفہ کارروائی عمل (326, 1056, 425, 1084)
notice-number-tag (700, 1316, 742, 1330)
notice-header (326, 1276, 425, 1292)
notice-body: اگر کسی صاحب کو ملے تو براہ مہربانی مندرجہ ذیل پتہ پر پہنچا دیں شکریہ عاق نامہ میرا بیٹا میری نافرمانی کرتا ہے لہٰذا میں اس کو اپنی جائیداد منقولہ و غیر منقولہ سے عاق کرتا ہوں آئندہ اس کے کسی لین دین کا میں ذمہ دار نہ ہوں گا میں نے اپنا نام تبدیل کر لیا ہے آئندہ مجھے اسی نام سے لکھا اور پکارا جائے میرے تمام تعلیمی اسناد شناختی کارڈ پاسپورٹ اور دیگر دستاویزات میں یہی نام درج کیا جائے اس کے علاوہ کسی اور نام سے کوئی لین دین کی صورت میں ذمہ دار خود ہوگا ولد سکنہ مکان نمبر بلاک کراچی اسلام آباد لاہور راولپنڈی حیدرآباد سیالکوٹ ملتان سرگودھا بحوالہ عدالت سول جج فیملی جج بنام اشتہار بذریعہ اخبار مورخہ کو مقررہ تاریخ پر حاضر (538, 392, 637, 594)
notice-header (432, 952, 531, 968)
notice-number-tag (382, 1090, 424, 1104)
notice-number: 44 (386, 1278, 399, 1291)
notice-place: کراچی (234, 1170, 262, 1180)
notice-place: لاہور (556, 377, 577, 387)
notice-header (750, 1493, 849, 1509)
notice-number-tag (806, 1270, 848, 1284)
notice-number: 17 (810, 1495, 823, 1508)
notice-label: چینج (400, 490, 421, 503)
notice-item (219, 1091, 319, 1164)
notice-header (750, 1269, 849, 1285)
notice-place: کراچی (765, 30, 793, 39)
notice-place: کراچی (553, 602, 580, 612)
column-6 (322, 24, 428, 1772)
notice-body: ہو کر جواب دعویٰ داخل کریں بصورت دیگر یکطرفہ کارروائی عمل میں لائی جائے گی گمشدگی اصل فائل رجسٹری پلاٹ نمبر سیکٹر گم ہو گئی ہے اگر کسی صاحب کو ملے تو براہ مہربانی مندرجہ ذیل پتہ پر پہنچا دیں شکریہ عاق نامہ میرا بیٹا میری نافرمانی کرتا ہے لہٰذا میں اس کو اپنی جائیداد منقولہ و غیر منقولہ سے عاق کرتا ہوں آئندہ اس کے کسی لین دین کا میں ذمہ دار نہ ہوں گا میں نے اپنا نام تبدیل کر لیا ہے آئندہ مجھے اسی نام سے لکھا اور پکارا جائے میرے تمام تعلیمی اسناد شناختی کارڈ پاسپورٹ اور دیگر دستاویزات میں یہی نام درج کیا جائے اس کے علاوہ کسی اور نام سے کوئی لین دین کی صورت میں ذمہ دار خود ہوگا ولد سکنہ مکان نمبر بلاک کراچی اسلام آباد لاہور راولپنڈی حیدرآباد سیالکوٹ ملتان سرگودھا بحوالہ عدالت سول جج فیملی جج بنام اشتہار بذریعہ اخبار مورخہ کو مقررہ تاریخ پر حاضر ہو کر جواب دعویٰ داخل کریں بصورت دیگر یکطرفہ کارروائی عمل میں لائی جائے گی گمشدگی اصل فائل رجسٹری پلاٹ نمبر سیکٹر گم ہو گئی ہے اگر کسی صاحب کو ملے تو براہ مہربانی مندرجہ ذیل پتہ پر پہنچا (538, 617, 637, 929)
notice-body: فائل رجسٹری پلاٹ نمبر سیکٹر گم ہو گئی ہے اگر کسی صاحب کو ملے تو براہ مہربانی مندرجہ ذیل پتہ پر پہنچا دیں شکریہ عاق نامہ میرا بیٹا میری نافرمانی کرتا ہے لہٰذا میں اس کو اپنی جائیداد منقولہ و غیر منقولہ سے عاق کرتا ہوں آئندہ اس کے کسی لین دین کا میں ذمہ دار نہ ہوں گا میں نے اپنا نام تبدیل کر لیا ہے آئندہ مجھے اسی نام سے لکھا اور پکارا جائے میرے تمام تعلیمی اسناد شناختی کارڈ پاسپورٹ اور دیگر دستاویزات میں یہی نام درج کیا جائے اس کے علاوہ کسی اور نام سے کوئی لین دین کی صورت میں ذمہ دار خود ہوگا ولد سکنہ مکان نمبر بلاک کراچی اسلام آباد لاہور راولپنڈی حیدرآباد سیالکوٹ ملتان سرگودھا بحوالہ عدالت سول جج فیملی جج بنام اشتہار بذریعہ اخبار مورخہ کو مقررہ تاریخ پر حاضر ہو کر جواب دعویٰ داخل کریں بصورت دیگر یکطرفہ کارروائی عمل میں لائی جائے گی گمشدگی اصل فائل رجسٹری پلاٹ نمبر سیکٹر گم ہو گئی ہے اگر کسی صاحب کو ملے تو براہ مہربانی مندرجہ ذیل پتہ پر پہنچا دیں شکریہ عاق نامہ میرا بیٹا میری نافرمانی کرتا ہے لہٰذا میں اس کو اپنی جائیداد منقولہ و غیر منقولہ سے عاق کرتا ہوں آئندہ اس کے کسی لین (219, 1185, 319, 1498)
notice-number: 39 (386, 349, 399, 362)
notice-body: تاریخ پر حاضر ہو کر جواب دعویٰ داخل کریں بصورت دیگر یکطرفہ کارروائی عمل میں لائی جائے گی گمشدگی اصل فائل رجسٹری پلاٹ نمبر سیکٹر گم ہو گئی ہے اگر کسی صاحب کو ملے تو براہ مہربانی مندرجہ ذیل پتہ پر پہنچا دیں شکریہ عاق نامہ میرا بیٹا میری نافرمانی کرتا ہے لہٰذا میں اس کو اپنی جائیداد منقولہ و غیر منقولہ سے عاق کرتا ہوں آئندہ اس کے کسی لین دین کا میں ذمہ دار نہ ہوں گا میں نے اپنا نام تبدیل کر لیا ہے آئندہ مجھے اسی نام سے لکھا اور پکارا جائے میرے تمام تعلیمی اسناد شناختی (644, 1154, 743, 1310)
notice-label: چینج (824, 1270, 845, 1283)
notice-number-tag (806, 907, 848, 921)
notice-label: چینج (400, 29, 421, 41)
notice-body: اسلام آباد لاہور راولپنڈی حیدرآباد سیالکوٹ ملتان سرگودھا بحوالہ عدالت سول جج فیملی جج بنام اشتہار بذریعہ اخبار مورخہ کو مقررہ تاریخ پر حاضر ہو کر جواب دعویٰ داخل کریں بصورت دیگر یکطرفہ کارروائی عمل میں لائی جائے گی گمشدگی اصل فائل رجسٹری پلاٹ نمبر سیکٹر گم ہو گئی ہے اگر کسی صاحب کو ملے تو براہ مہربانی مندرجہ ذیل پتہ پر پہنچا دیں شکریہ عاق نامہ میرا بیٹا میری نافرمانی کرتا ہے لہٰذا میں اس کو اپنی جائیداد منقولہ و غیر منقولہ سے عاق کرتا ہوں آئندہ اس کے کسی لین دین کا میں ذمہ دار نہ ہوں گا میں نے اپنا نام تبدیل کر لیا ہے آئندہ مجھے اسی نام سے لکھا اور پکارا جائے میرے تمام تعلیمی اسناد شناختی کارڈ پاسپورٹ اور دیگر دستاویزات میں یہی نام درج کیا جائے اس کے علاوہ کسی اور نام سے کوئی لین دین کی صورت میں ذمہ دار خود ہوگا ولد سکنہ (219, 45, 319, 274)
notice-number-tag (382, 289, 424, 303)
notice-place: راولپنڈی (337, 1279, 372, 1289)
notice-item (856, 1366, 955, 1458)
notice-label: چینج (930, 970, 951, 983)
notice-label: چینج (612, 29, 633, 41)
notice-number: 21 (704, 932, 717, 945)
notice-number-tag (276, 486, 318, 500)
notice-number-tag (594, 376, 636, 390)
notice-header (326, 27, 425, 43)
notice-body: سے لکھا اور پکارا جائے میرے تمام تعلیمی اسناد شناختی کارڈ پاسپورٹ اور دیگر دستاویزات میں یہی نام درج کیا جائے اس کے علاوہ کسی اور نام سے کوئی لین دین کی صورت میں ذمہ دار خود ہوگا ولد سکنہ مکان نمبر بلاک کراچی اسلام آباد لاہور راولپنڈی حیدرآباد سیالکوٹ ملتان سرگودھا بحوالہ عدالت سول جج فیملی جج بنام اشتہار بذریعہ اخبار مورخہ کو مقررہ تاریخ پر حاضر ہو کر جواب دعویٰ (856, 1242, 955, 1361)
notice-label: چینج (400, 1278, 421, 1291)
notice-label: چینج (612, 1105, 633, 1118)
notice-label: چینج (930, 106, 951, 119)
notice-header (856, 104, 955, 120)
notice-body: کسی صاحب کو ملے تو براہ مہربانی مندرجہ ذیل پتہ پر پہنچا دیں شکریہ عاق نامہ میرا بیٹا میری نافرمانی کرتا ہے لہٰذا میں اس کو اپنی جائیداد منقولہ و غیر منقولہ سے عاق کرتا ہوں آئندہ اس کے کسی لین دین کا میں ذمہ دار نہ ہوں گا میں نے اپنا نام تبدیل کر لیا ہے آئندہ مجھے اسی نام سے لکھا اور پکارا جائے میرے تمام تعلیمی اسناد شناختی کارڈ پاسپورٹ اور دیگر دستاویزات میں یہی نام درج کیا جائے اس کے علاوہ کسی اور نام سے کوئی لین دین کی صورت میں ذمہ دار خود ہوگا ولد سکنہ مکان نمبر بلاک کراچی اسلام آباد لاہور راولپنڈی حیدرآباد سیالکوٹ ملتان سرگودھا بحوالہ عدالت سول جج فیملی جج بنام اشتہار بذریعہ اخبار مورخہ کو مقررہ تاریخ پر حاضر ہو (326, 832, 425, 1034)
notice-place: لاہور (237, 30, 259, 39)
notice-body: جائے میرے تمام تعلیمی اسناد شناختی کارڈ پاسپورٹ اور دیگر دستاویزات میں یہی نام درج کیا جائے اس کے علاوہ کسی اور نام سے کوئی لین دین کی صورت میں ذمہ دار خود ہوگا ولد سکنہ مکان نمبر بلاک کراچی اسلام آباد لاہور راولپنڈی حیدرآباد سیالکوٹ ملتان سرگودھا بحوالہ عدالت سول جج فیملی جج بنام اشتہار بذریعہ اخبار مورخہ کو مقررہ تاریخ پر حاضر ہو کر جواب دعویٰ داخل کریں بصورت دیگر یکطرفہ کارروائی عمل میں لائی جائے گی گمشدگی اصل فائل رجسٹری پلاٹ نمبر سیکٹر گم ہو گئی ہے اگر کسی صاحب کو ملے تو براہ مہربانی مندرجہ ذیل پتہ پر پہنچا دیں شکریہ عاق نامہ میرا بیٹا میری نافرمانی کرتا ہے لہٰذا میں اس کو اپنی جائیداد منقولہ و غیر منقولہ سے عاق کرتا ہوں آئندہ اس کے کسی لین دین کا میں ذمہ دار نہ ہوں گا میں نے اپنا نام تبدیل کر لیا ہے آئندہ مجھے اسی نام سے لکھا اور پکارا جائے میرے تمام تعلیمی اسناد شناختی کارڈ پاسپورٹ اور دیگر دستاویزات میں یہی نام درج کیا جائے اس کے علاوہ کسی اور نام سے کوئی لین دین کی صورت میں ذمہ دار خود ہوگا ولد سکنہ مکان نمبر بلاک کراچی اسلام آباد لاہور راولپنڈی حیدرآباد سیالکوٹ ملتان سرگودھا بحوالہ عدالت سول جج فیملی جج بنام اشتہار (750, 924, 849, 1264)
notice-item (750, 1269, 849, 1489)
notice-body: دیں شکریہ عاق نامہ میرا بیٹا میری نافرمانی کرتا ہے لہٰذا میں اس کو اپنی جائیداد منقولہ و غیر منقولہ سے عاق کرتا ہوں آئندہ اس کے کسی لین دین کا میں ذمہ دار نہ ہوں گا میں نے اپنا نام تبدیل کر لیا ہے آئندہ مجھے اسی نام سے لکھا اور پکارا جائے میرے تمام تعلیمی اسناد شناختی کارڈ پاسپورٹ اور دیگر دستاویزات میں یہی نام درج کیا جائے اس کے علاوہ کسی اور نام سے کوئی لین دین کی صورت میں ذمہ دار خود ہوگا ولد سکنہ مکان نمبر بلاک کراچی اسلام آباد لاہور راولپنڈی حیدرآباد سیالکوٹ (538, 952, 637, 1099)
notice-place: کراچی (234, 488, 262, 498)
notice-number: 35 (492, 954, 505, 967)
notice-number-tag (382, 1277, 424, 1291)
notice-item (750, 439, 849, 696)
notice-number: 7 (922, 970, 929, 983)
notice-place: اسلام آباد (759, 703, 798, 713)
notice-number: 14 (810, 702, 823, 715)
notice-place: اسلام آباد (441, 245, 480, 255)
notice-number: 13 (810, 441, 823, 454)
notice-body: سول جج فیملی جج بنام اشتہار بذریعہ اخبار مورخہ کو مقررہ تاریخ پر حاضر ہو کر جواب دعویٰ داخل کریں بصورت دیگر یکطرفہ کارروائی عمل میں لائی جائے گی گمشدگی اصل (219, 1108, 319, 1163)
notice-number-tag (700, 931, 742, 945)
notice-label: چینج (930, 29, 951, 41)
notice-item (856, 27, 955, 100)
notice-body: مندرجہ ذیل پتہ پر پہنچا دیں شکریہ عاق نامہ میرا بیٹا میری نافرمانی کرتا ہے لہٰذا میں اس کو اپنی جائیداد منقولہ و غیر منقولہ سے عاق کرتا ہوں آئندہ اس کے کسی لین دین کا میں ذمہ دار نہ ہوں گا میں نے اپنا نام تبدیل کر لیا ہے آئندہ مجھے اسی نام سے لکھا اور پکارا جائے میرے تمام تعلیمی اسناد شناختی کارڈ پاسپورٹ اور دیگر دستاویزات میں یہی نام درج کیا جائے اس کے علاوہ کسی اور نام سے کوئی لین دین کی صورت میں ذمہ دار خود ہوگا ولد سکنہ مکان نمبر بلاک کراچی اسلام آباد لاہور راولپنڈی حیدرآباد سیالکوٹ ملتان سرگودھا بحوالہ عدالت سول جج فیملی جج بنام اشتہار بذریعہ اخبار مورخہ کو مقررہ (644, 948, 743, 1132)
notice-number-tag (382, 28, 424, 42)
notice-label: چینج (294, 29, 315, 41)
notice-label: چینج (930, 512, 951, 525)
notice-label: چینج (718, 1317, 739, 1329)
notice-item (219, 1503, 319, 1641)
notice-item (326, 1276, 425, 1542)
notice-item (856, 209, 955, 264)
notice-item (750, 700, 849, 902)
column-3 (640, 24, 746, 1772)
notice-item (219, 279, 319, 481)
notice-header (856, 1065, 955, 1081)
notice-place: مظفر گڑھ (865, 107, 910, 117)
notice-label: چینج (824, 1495, 845, 1508)
notice-place: اسلام آباد (653, 30, 692, 39)
notice-number-tag (488, 28, 530, 42)
notice-number-tag (918, 105, 954, 119)
notice-number: 27 (598, 601, 611, 614)
notice-header (856, 209, 955, 225)
notice-header (219, 485, 319, 501)
notice-header (538, 27, 637, 43)
notice-header (538, 375, 637, 391)
notice-place: کراچی (553, 937, 580, 947)
notice-header (326, 1089, 425, 1105)
notice-place: ملتان (877, 30, 899, 39)
notice-header (219, 1168, 319, 1184)
notice-header (432, 242, 531, 258)
notice-item (644, 930, 743, 1132)
notice-item (326, 27, 425, 284)
notice-number-tag (382, 348, 424, 362)
notice-number: 16 (810, 1270, 823, 1283)
notice-header (644, 697, 743, 713)
notice-number: 28 (598, 936, 611, 949)
notice-place: کراچی (447, 1179, 474, 1189)
notice-header (326, 1039, 425, 1055)
notice-header (856, 511, 955, 527)
